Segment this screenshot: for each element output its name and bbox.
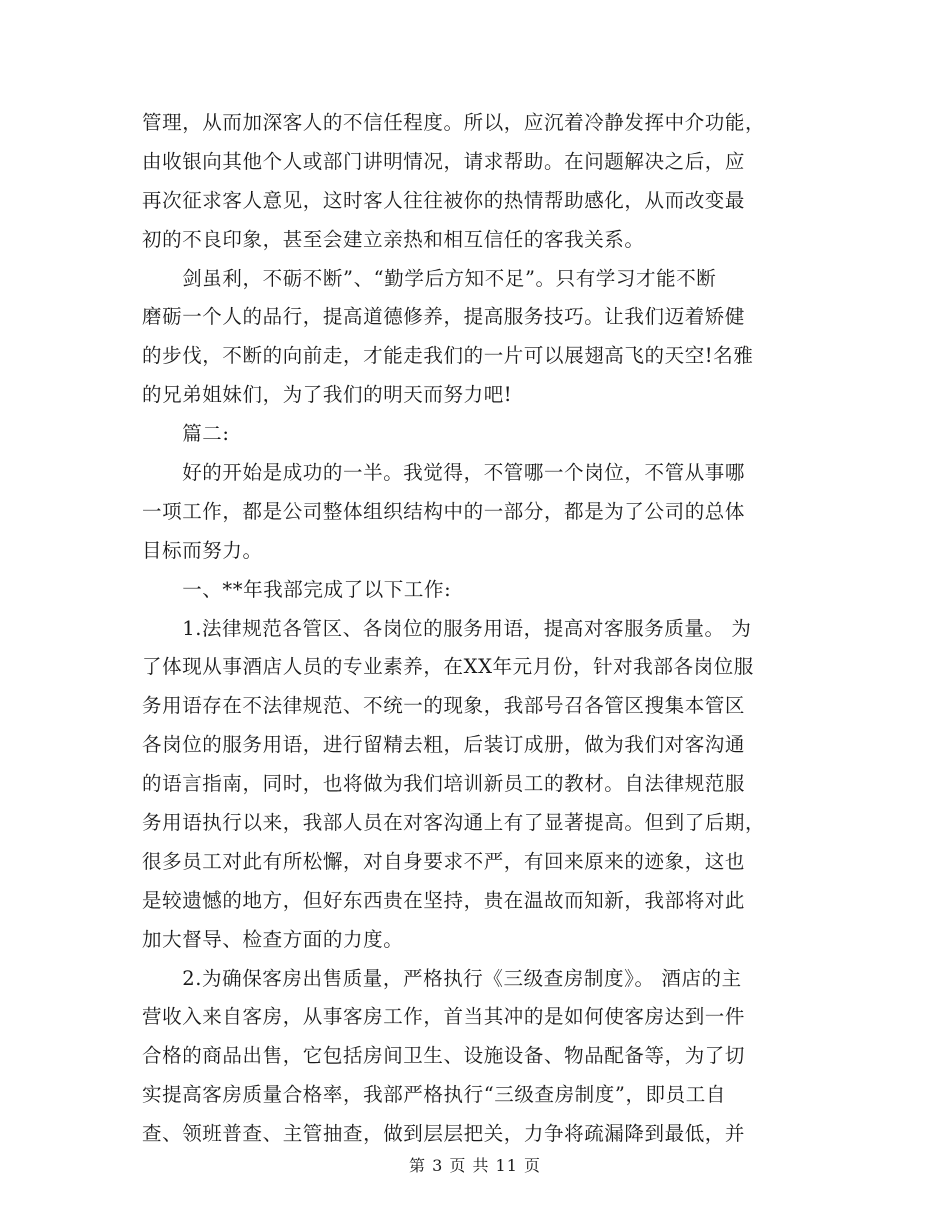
text-line: 一项工作，都是公司整体组织结构中的一部分，都是为了公司的总体 bbox=[142, 499, 746, 523]
text-line: 由收银向其他个人或部门讲明情况，请求帮助。在问题解决之后，应 bbox=[142, 149, 746, 173]
page-number-footer: 第 3 页 共 11 页 bbox=[409, 1156, 541, 1175]
text-line: 各岗位的服务用语，进行留精去粗，后装订成册，做为我们对客沟通 bbox=[142, 733, 746, 757]
text-line: 实提高客房质量合格率，我部严格执行“三级查房制度”，即员工自 bbox=[142, 1083, 726, 1107]
text-line: 的兄弟姐妹们，为了我们的明天而努力吧! bbox=[142, 383, 513, 407]
text-line: 加大督导、检查方面的力度。 bbox=[142, 927, 404, 951]
text-line: 好的开始是成功的一半。我觉得，不管哪一个岗位，不管从事哪 bbox=[142, 461, 746, 485]
text-line: 务用语存在不法律规范、不统一的现象，我部号召各管区搜集本管区 bbox=[142, 694, 746, 718]
text-line: 管理，从而加深客人的不信任程度。所以，应沉着冷静发挥中介功能， bbox=[142, 111, 766, 134]
text-line: 了体现从事酒店人员的专业素养，在XX年元月份，针对我部各岗位服 bbox=[142, 655, 754, 679]
text-line: 1.法律规范各管区、各岗位的服务用语，提高对客服务质量。 为 bbox=[142, 616, 752, 640]
text-line: 的语言指南，同时，也将做为我们培训新员工的教材。自法律规范服 bbox=[142, 772, 746, 796]
text-line: 2.为确保客房出售质量，严格执行《三级查房制度》。 酒店的主 bbox=[142, 966, 742, 990]
text-line: 的步伐，不断的向前走，才能走我们的一片可以展翅高飞的天空!名雅 bbox=[142, 344, 754, 368]
text-line: 务用语执行以来，我部人员在对客沟通上有了显著提高。但到了后期， bbox=[142, 811, 766, 835]
text-line: 目标而努力。 bbox=[142, 538, 263, 562]
text-line: 合格的商品出售，它包括房间卫生、设施设备、物品配备等，为了切 bbox=[142, 1044, 746, 1068]
text-line: 初的不良印象，甚至会建立亲热和相互信任的客我关系。 bbox=[142, 227, 645, 251]
text-line: 是较遗憾的地方，但好东西贵在坚持，贵在温故而知新，我部将对此 bbox=[142, 888, 746, 912]
section-heading: 篇二: bbox=[142, 422, 230, 446]
text-line: 剑虽利，不砺不断”、“勤学后方知不足”。只有学习才能不断 bbox=[142, 266, 717, 290]
text-line: 很多员工对此有所松懈，对自身要求不严，有回来原来的迹象，这也 bbox=[142, 849, 746, 873]
text-line: 再次征求客人意见，这时客人往往被你的热情帮助感化，从而改变最 bbox=[142, 188, 746, 212]
text-line: 磨砺一个人的品行，提高道德修养，提高服务技巧。让我们迈着矫健 bbox=[142, 305, 746, 329]
text-line: 查、领班普查、主管抽查，做到层层把关，力争将疏漏降到最低，并 bbox=[142, 1122, 746, 1146]
list-heading: 一、**年我部完成了以下工作: bbox=[142, 577, 452, 601]
text-line: 营收入来自客房，从事客房工作，首当其冲的是如何使客房达到一件 bbox=[142, 1005, 746, 1029]
document-body bbox=[142, 104, 802, 1154]
